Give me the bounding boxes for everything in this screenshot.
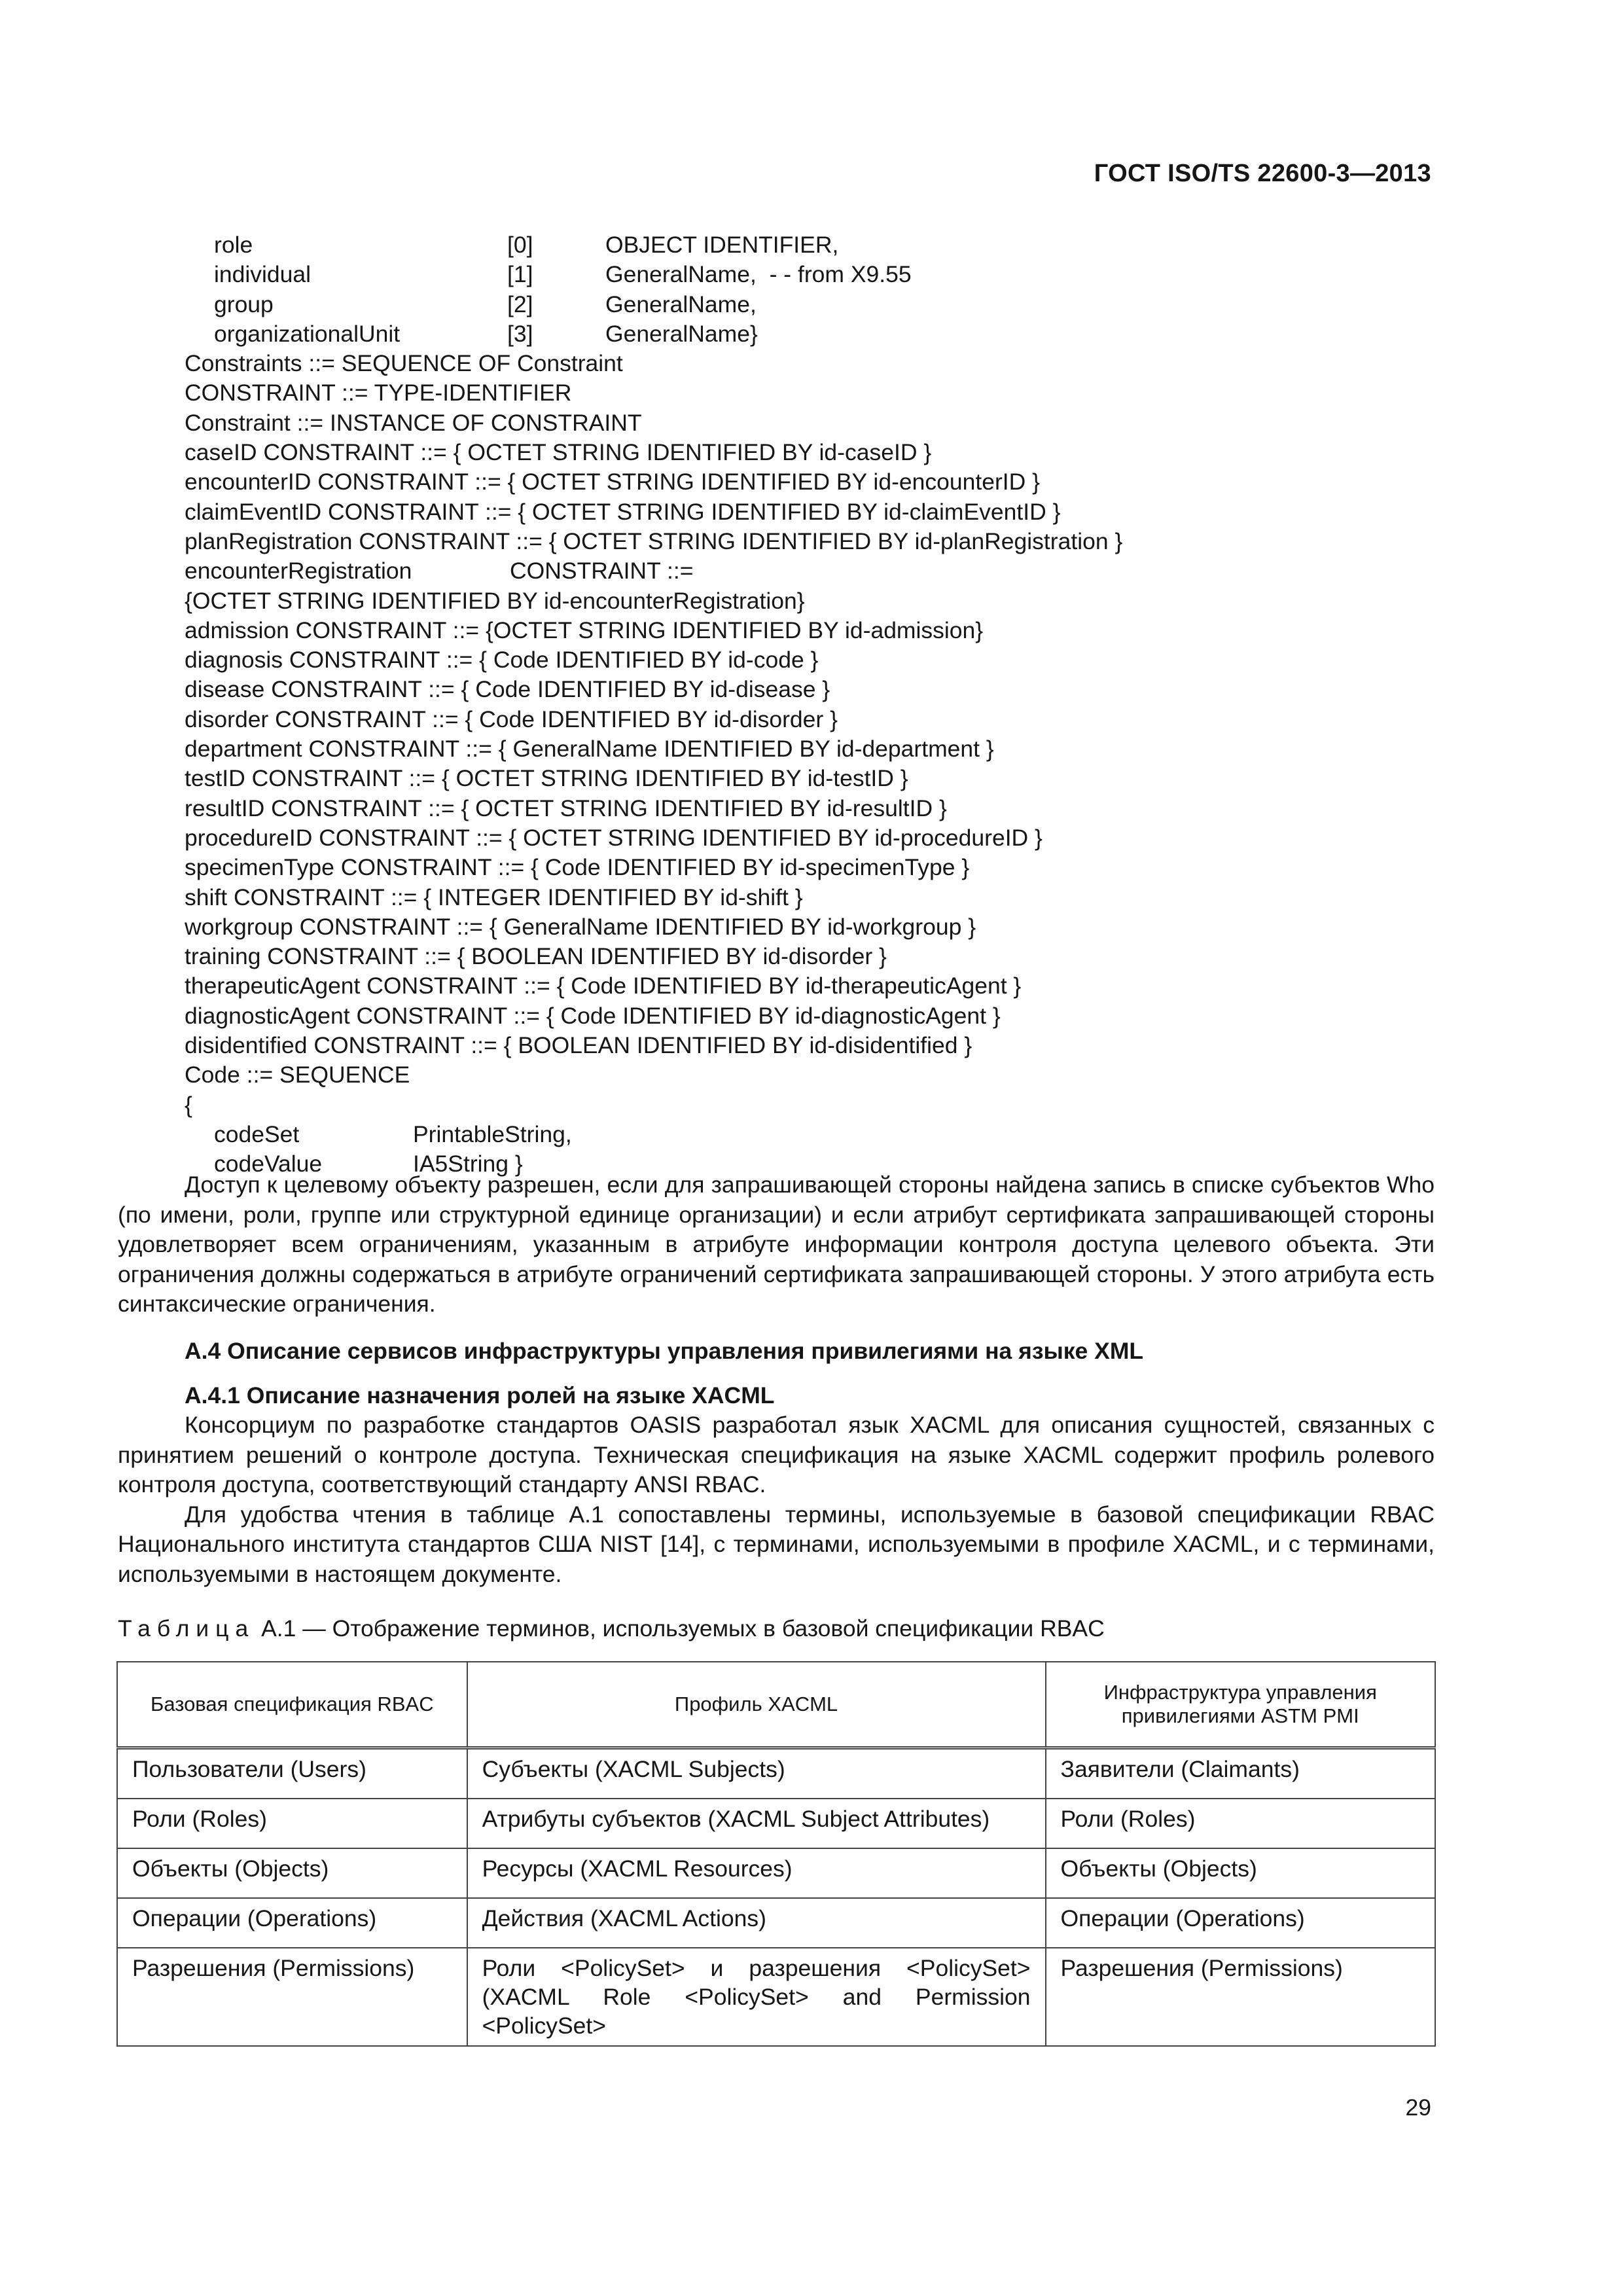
table-cell: Роли (Roles): [1046, 1799, 1436, 1848]
table-cell: Роли (Roles): [117, 1799, 467, 1848]
asn-line: workgroup CONSTRAINT ::= { GeneralName IDENTIFIED BY id-workgroup }: [185, 913, 976, 940]
asn-line: admission CONSTRAINT ::= {OCTET STRING IDENTIFIED BY id-admission}: [185, 617, 984, 643]
oasis-paragraph-block: [118, 1410, 1435, 1590]
member-name: organizationalUnit: [214, 320, 401, 347]
asn-line: Constraints ::= SEQUENCE OF Constraint: [185, 350, 623, 377]
asn-line: therapeuticAgent CONSTRAINT ::= { Code IDENTIFIED BY id-therapeuticAgent }: [185, 973, 1022, 999]
table-cell: Разрешения (Permissions): [1046, 1948, 1436, 2046]
asn-line: diagnosis CONSTRAINT ::= { Code IDENTIFIED BY id-code }: [185, 647, 819, 673]
asn-member-row: [185, 319, 1467, 349]
asn-line-right: CONSTRAINT ::=: [510, 558, 694, 584]
section-heading-a4: А.4 Описание сервисов инфраструктуры управления привилегиями на языке XML: [185, 1338, 1144, 1364]
member-name: role: [214, 232, 253, 258]
column-header: Профиль XACML: [467, 1662, 1046, 1748]
asn-line: {: [185, 1091, 192, 1118]
asn-line: diagnosticAgent CONSTRAINT ::= { Code IDENTIFIED BY id-diagnosticAgent }: [185, 1002, 1001, 1029]
table-cell: Роли <PolicySet> и разрешения <PolicySet> (XACML Role <PolicySet> and Permission <PolicySet>: [467, 1948, 1046, 2046]
member-type: GeneralName, - - from X9.55: [605, 261, 912, 288]
asn-line: caseID CONSTRAINT ::= { OCTET STRING IDENTIFIED BY id-caseID }: [185, 439, 932, 466]
code-field-row: [185, 1120, 1467, 1149]
table-cell: Операции (Operations): [1046, 1898, 1436, 1948]
table-row: [117, 1898, 1435, 1948]
asn-line: shift CONSTRAINT ::= { INTEGER IDENTIFIED BY id-shift }: [185, 884, 803, 910]
table-row: [117, 1948, 1435, 2046]
table-cell: Разрешения (Permissions): [117, 1948, 467, 2046]
asn-member-row: [185, 290, 1467, 319]
asn-line: disidentified CONSTRAINT ::= { BOOLEAN IDENTIFIED BY id-disidentified }: [185, 1032, 972, 1059]
table-cell: Объекты (Objects): [117, 1848, 467, 1898]
page-number: 29: [1405, 2094, 1431, 2121]
asn-line: Code ::= SEQUENCE: [185, 1062, 410, 1088]
oasis-paragraph: Консорциум по разработке стандартов OASIS разработал язык XACML для описания сущностей, связанных с принятием решений о контроле доступа. Техническая спецификация на языке XACML содержит профиль ролевого контроля доступа, соответствующий стандарту ANSI RBAC.: [118, 1412, 1435, 1498]
asn-line: training CONSTRAINT ::= { BOOLEAN IDENTIFIED BY id-disorder }: [185, 943, 887, 970]
table-caption-text: А.1 — Отображение терминов, используемых в базовой спецификации RBAC: [261, 1615, 1105, 1641]
asn-line: testID CONSTRAINT ::= { OCTET STRING IDENTIFIED BY id-testID }: [185, 765, 908, 792]
field-type: PrintableString,: [413, 1121, 572, 1147]
column-header: Базовая спецификация RBAC: [117, 1662, 467, 1748]
asn-line: disease CONSTRAINT ::= { Code IDENTIFIED BY id-disease }: [185, 676, 830, 703]
table-caption-label: Таблица: [118, 1615, 255, 1641]
asn-line: claimEventID CONSTRAINT ::= { OCTET STRING IDENTIFIED BY id-claimEventID }: [185, 498, 1061, 525]
section-heading-a41: А.4.1 Описание назначения ролей на языке XACML: [185, 1382, 775, 1408]
table-cell: Операции (Operations): [117, 1898, 467, 1948]
table-caption: [118, 1615, 1105, 1642]
member-type: OBJECT IDENTIFIER,: [605, 232, 839, 258]
asn-line: procedureID CONSTRAINT ::= { OCTET STRING IDENTIFIED BY id-procedureID }: [185, 824, 1043, 851]
table-header-row: [117, 1662, 1435, 1748]
member-name: group: [214, 291, 274, 317]
asn-line: specimenType CONSTRAINT ::= { Code IDENTIFIED BY id-specimenType }: [185, 854, 970, 881]
member-tag: [0]: [507, 232, 533, 258]
asn-line: planRegistration CONSTRAINT ::= { OCTET STRING IDENTIFIED BY id-planRegistration }: [185, 528, 1123, 554]
asn-line-left: encounterRegistration: [185, 558, 412, 584]
asn-line: {OCTET STRING IDENTIFIED BY id-encounterRegistration}: [185, 587, 805, 614]
member-name: individual: [214, 261, 312, 288]
member-tag: [2]: [507, 291, 533, 317]
access-paragraph: Доступ к целевому объекту разрешен, если для запрашивающей стороны найдена запись в списке субъектов Who (по имени, роли, группе или структурной единице организации) и если атрибут сертификата запрашивающей стороны удовлетворяет всем ограничениям, указанным в атрибуте информации контроля доступа целевого объекта. Эти ограничения должны содержаться в атрибуте ограничений сертификата запрашивающей стороны. У этого атрибута есть синтаксические ограничения.: [118, 1172, 1435, 1318]
table-cell: Действия (XACML Actions): [467, 1898, 1046, 1948]
table-cell: Субъекты (XACML Subjects): [467, 1748, 1046, 1799]
table-cell: Объекты (Objects): [1046, 1848, 1436, 1898]
member-type: GeneralName,: [605, 291, 757, 317]
field-name: codeSet: [214, 1121, 300, 1147]
column-header: Инфраструктура управления привилегиями ASTM PMI: [1046, 1662, 1436, 1748]
table-row: [117, 1748, 1435, 1799]
asn1-code-block: [185, 230, 1467, 1179]
asn-member-row: [185, 260, 1467, 289]
asn-line: Constraint ::= INSTANCE OF CONSTRAINT: [185, 409, 642, 436]
table-intro-paragraph: Для удобства чтения в таблице А.1 сопоставлены термины, используемые в базовой спецификации RBAC Национального института стандартов США NIST [14], с терминами, используемыми в профиле XACML, и с терминами, используемыми в настоящем документе.: [118, 1501, 1435, 1587]
document-code: ГОСТ ISO/TS 22600-3—2013: [1094, 160, 1431, 187]
table-cell: Заявители (Claimants): [1046, 1748, 1436, 1799]
field-type: IA5String }: [413, 1151, 523, 1177]
table-cell: Пользователи (Users): [117, 1748, 467, 1799]
asn-line: encounterID CONSTRAINT ::= { OCTET STRING IDENTIFIED BY id-encounterID }: [185, 469, 1040, 495]
table-row: [117, 1848, 1435, 1898]
field-name: codeValue: [214, 1151, 323, 1177]
member-type: GeneralName}: [605, 320, 758, 347]
access-paragraph-block: [118, 1170, 1435, 1319]
asn-line: disorder CONSTRAINT ::= { Code IDENTIFIED BY id-disorder }: [185, 706, 838, 732]
terms-table: [116, 1661, 1436, 2047]
member-tag: [3]: [507, 320, 533, 347]
table-row: [117, 1799, 1435, 1848]
asn-line: department CONSTRAINT ::= { GeneralName IDENTIFIED BY id-department }: [185, 736, 994, 762]
asn-line: resultID CONSTRAINT ::= { OCTET STRING IDENTIFIED BY id-resultID }: [185, 795, 947, 821]
member-tag: [1]: [507, 261, 533, 288]
asn-line: [185, 556, 1467, 586]
asn-member-row: [185, 230, 1467, 260]
table-cell: Атрибуты субъектов (XACML Subject Attributes): [467, 1799, 1046, 1848]
asn-line: CONSTRAINT ::= TYPE-IDENTIFIER: [185, 380, 572, 406]
table-cell: Ресурсы (XACML Resources): [467, 1848, 1046, 1898]
